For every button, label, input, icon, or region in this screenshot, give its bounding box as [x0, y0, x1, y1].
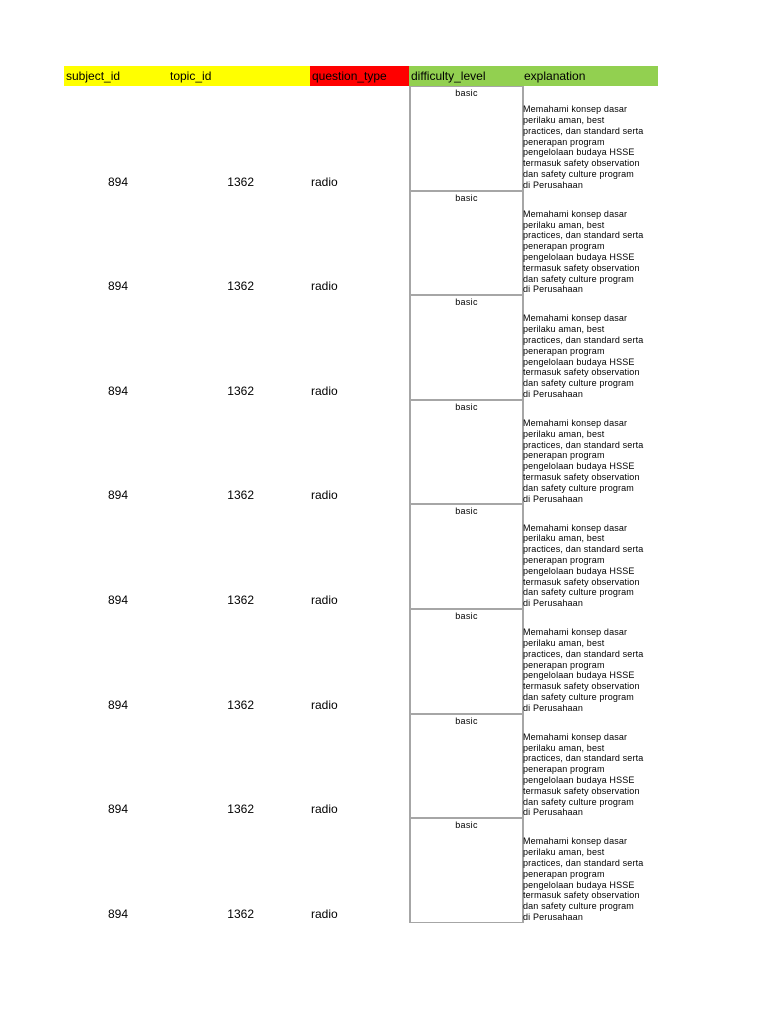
- difficulty-level-cell[interactable]: [409, 609, 524, 714]
- table-row: [64, 714, 658, 819]
- difficulty-level-cell[interactable]: [409, 818, 524, 923]
- spreadsheet: [64, 66, 658, 923]
- table-row: [64, 504, 658, 609]
- topic-id-cell[interactable]: 1362: [227, 906, 254, 921]
- subject-id-cell[interactable]: 894: [107, 697, 128, 712]
- difficulty-level-cell[interactable]: [409, 504, 524, 609]
- topic-id-cell[interactable]: 1362: [227, 802, 254, 817]
- difficulty-level-value: basic: [455, 192, 478, 203]
- difficulty-level-value: basic: [455, 610, 478, 621]
- explanation-cell[interactable]: Memahami konsep dasar perilaku aman, best practices, dan standard serta penerapan program pengelolaan budaya HSSE termasuk safety observation dan safety culture program di Perusahaan: [523, 313, 644, 399]
- topic-id-cell[interactable]: 1362: [227, 383, 254, 398]
- difficulty-level-cell[interactable]: [409, 86, 524, 191]
- question-type-cell[interactable]: radio: [311, 279, 338, 294]
- explanation-cell[interactable]: Memahami konsep dasar perilaku aman, best practices, dan standard serta penerapan program pengelolaan budaya HSSE termasuk safety observation dan safety culture program di Perusahaan: [523, 522, 644, 609]
- table-body: [64, 86, 658, 923]
- subject-id-cell[interactable]: 894: [107, 906, 128, 921]
- question-type-cell[interactable]: radio: [311, 174, 338, 189]
- subject-id-cell[interactable]: 894: [107, 488, 128, 503]
- subject-id-cell[interactable]: 894: [107, 383, 128, 398]
- subject-id-cell[interactable]: 894: [107, 279, 128, 294]
- table-row: [64, 191, 658, 296]
- explanation-cell[interactable]: Memahami konsep dasar perilaku aman, best practices, dan standard serta penerapan program pengelolaan budaya HSSE termasuk safety observation dan safety culture program di Perusahaan: [523, 104, 644, 190]
- header-question-type[interactable]: question_type: [310, 66, 409, 86]
- difficulty-level-value: basic: [455, 506, 478, 517]
- difficulty-level-value: basic: [455, 297, 478, 308]
- header-subject-id[interactable]: subject_id: [64, 66, 168, 86]
- question-type-cell[interactable]: radio: [311, 488, 338, 503]
- question-type-cell[interactable]: radio: [311, 592, 338, 607]
- difficulty-level-value: basic: [455, 715, 478, 726]
- difficulty-level-cell[interactable]: [409, 191, 524, 296]
- difficulty-level-value: basic: [455, 88, 478, 98]
- difficulty-level-value: basic: [455, 820, 478, 831]
- explanation-cell[interactable]: Memahami konsep dasar perilaku aman, best practices, dan standard serta penerapan program pengelolaan budaya HSSE termasuk safety observation dan safety culture program di Perusahaan: [523, 208, 644, 295]
- difficulty-level-cell[interactable]: [409, 714, 524, 819]
- table-row: [64, 295, 658, 400]
- header-row: [64, 66, 658, 86]
- topic-id-cell[interactable]: 1362: [227, 592, 254, 607]
- table-row: [64, 86, 658, 191]
- question-type-cell[interactable]: radio: [311, 383, 338, 398]
- difficulty-level-cell[interactable]: [409, 295, 524, 400]
- difficulty-level-value: basic: [455, 401, 478, 412]
- question-type-cell[interactable]: radio: [311, 697, 338, 712]
- table-row: [64, 818, 658, 923]
- explanation-cell[interactable]: Memahami konsep dasar perilaku aman, best practices, dan standard serta penerapan program pengelolaan budaya HSSE termasuk safety observation dan safety culture program di Perusahaan: [523, 418, 644, 504]
- question-type-cell[interactable]: radio: [311, 802, 338, 817]
- topic-id-cell[interactable]: 1362: [227, 174, 254, 189]
- header-explanation[interactable]: explanation: [522, 66, 658, 86]
- topic-id-cell[interactable]: 1362: [227, 488, 254, 503]
- header-difficulty-level[interactable]: difficulty_level: [409, 66, 522, 86]
- subject-id-cell[interactable]: 894: [107, 174, 128, 189]
- question-type-cell[interactable]: radio: [311, 906, 338, 921]
- table-row: [64, 400, 658, 505]
- subject-id-cell[interactable]: 894: [107, 592, 128, 607]
- explanation-cell[interactable]: Memahami konsep dasar perilaku aman, best practices, dan standard serta penerapan program pengelolaan budaya HSSE termasuk safety observation dan safety culture program di Perusahaan: [523, 731, 644, 818]
- explanation-cell[interactable]: Memahami konsep dasar perilaku aman, best practices, dan standard serta penerapan program pengelolaan budaya HSSE termasuk safety observation dan safety culture program di Perusahaan: [523, 627, 644, 713]
- explanation-cell[interactable]: Memahami konsep dasar perilaku aman, best practices, dan standard serta penerapan program pengelolaan budaya HSSE termasuk safety observation dan safety culture program di Perusahaan: [523, 836, 644, 922]
- topic-id-cell[interactable]: 1362: [227, 697, 254, 712]
- header-topic-id[interactable]: topic_id: [168, 66, 310, 86]
- topic-id-cell[interactable]: 1362: [227, 279, 254, 294]
- table-row: [64, 609, 658, 714]
- subject-id-cell[interactable]: 894: [107, 802, 128, 817]
- difficulty-level-cell[interactable]: [409, 400, 524, 505]
